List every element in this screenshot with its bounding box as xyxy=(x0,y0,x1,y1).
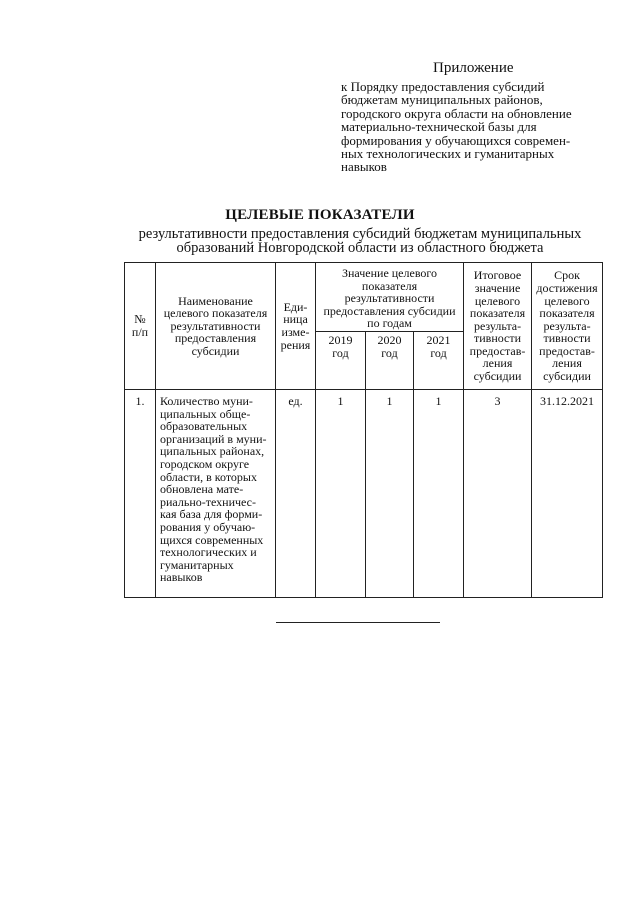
header-line: рения xyxy=(280,337,311,352)
header-line: тивности xyxy=(543,331,591,346)
document-title: ЦЕЛЕВЫЕ ПОКАЗАТЕЛИ xyxy=(225,207,415,223)
header-line: предоставления xyxy=(174,331,257,346)
appendix-title: Приложение xyxy=(433,60,514,76)
cell-line: ципальных районах, xyxy=(160,444,265,459)
cell-line: технологических и xyxy=(160,545,257,560)
header-line: показателя xyxy=(539,306,595,321)
header-line: показателя xyxy=(361,278,418,293)
header-line: п/п xyxy=(131,325,149,339)
cell-line: области, в которых xyxy=(160,469,257,484)
header-line: тивности xyxy=(473,331,522,346)
header-line: 2019 xyxy=(328,333,353,347)
appendix-reference-line: бюджетам муниципальных районов, xyxy=(341,92,543,108)
header-year-2019 xyxy=(316,332,366,390)
document-subtitle-line: образований Новгородской области из областного бюджета xyxy=(176,239,544,256)
header-line: по годам xyxy=(367,316,412,331)
document-subtitle xyxy=(100,228,620,255)
cell-value-2019: 1 xyxy=(316,390,366,598)
signature-divider xyxy=(276,622,440,623)
header-line: целевого xyxy=(544,293,590,308)
cell-line: рования у обучаю- xyxy=(160,519,256,534)
header-line: год xyxy=(430,345,447,360)
appendix-reference-line: ных технологических и гуманитарных xyxy=(341,146,555,162)
cell-line: ципальных обще- xyxy=(160,406,251,421)
header-number xyxy=(125,263,156,390)
cell-line: кая база для форми- xyxy=(160,507,263,522)
appendix-reference-line: городского округа области на обновление xyxy=(341,105,572,121)
document-subtitle-line: результативности предоставления субсидий бюджетам муниципальных xyxy=(138,226,582,242)
header-line: Значение целевого xyxy=(341,266,438,280)
cell-line: организаций в муни- xyxy=(160,431,267,446)
header-line: ления xyxy=(552,356,582,371)
cell-indicator-name xyxy=(156,390,276,598)
cell-line: городском округе xyxy=(160,456,250,471)
header-line: целевого показателя xyxy=(163,306,268,321)
header-line: ления xyxy=(482,356,513,371)
header-line: ница xyxy=(283,312,308,327)
cell-line: риально-техничес- xyxy=(160,494,256,509)
header-line: результа- xyxy=(473,318,522,333)
header-indicator-name xyxy=(156,263,276,390)
target-indicators-table xyxy=(124,262,603,598)
table-header-row xyxy=(125,263,603,332)
cell-value-2021: 1 xyxy=(414,390,464,598)
header-total-value xyxy=(464,263,532,390)
header-line: № xyxy=(134,312,146,327)
header-line: Итоговое xyxy=(473,268,522,283)
header-line: целевого xyxy=(474,293,521,308)
appendix-reference-line: формирования у обучающихся современ- xyxy=(341,132,571,148)
header-line: значение xyxy=(474,280,521,295)
cell-line: Количество муни- xyxy=(160,394,253,408)
cell-deadline: 31.12.2021 xyxy=(532,390,603,598)
appendix-reference-line: материально-технической базы для xyxy=(341,119,537,135)
header-line: предостав- xyxy=(539,343,595,358)
header-line: изме- xyxy=(281,325,310,339)
cell-line: навыков xyxy=(160,570,203,585)
cell-line: щихся современных xyxy=(160,532,264,547)
cell-unit: ед. xyxy=(276,390,316,598)
header-line: Еди- xyxy=(283,299,308,314)
cell-number: 1. xyxy=(125,390,156,598)
header-value-group xyxy=(316,263,464,332)
header-year-2021 xyxy=(414,332,464,390)
header-line: предостав- xyxy=(469,343,526,358)
header-line: 2021 xyxy=(426,333,451,347)
cell-total-value: 3 xyxy=(464,390,532,598)
header-line: Срок xyxy=(554,268,580,283)
header-line: 2020 xyxy=(377,333,402,347)
header-line: субсидии xyxy=(473,369,522,384)
header-line: год xyxy=(332,345,349,360)
header-line: достижения xyxy=(536,280,598,295)
cell-line: образовательных xyxy=(160,419,248,434)
cell-line: обновлена мате- xyxy=(160,482,244,497)
cell-value-2020: 1 xyxy=(366,390,414,598)
header-line: результативности xyxy=(170,318,261,333)
header-year-2020 xyxy=(366,332,414,390)
header-line: показателя xyxy=(469,306,526,321)
cell-line: гуманитарных xyxy=(160,557,234,572)
header-line: Наименование xyxy=(178,293,253,308)
header-deadline xyxy=(532,263,603,390)
header-line: год xyxy=(381,345,398,360)
header-line: субсидии xyxy=(543,369,591,384)
appendix-reference-line: навыков xyxy=(341,159,387,175)
header-line: предоставления субсидии xyxy=(323,303,456,318)
appendix-reference xyxy=(341,80,609,174)
appendix-reference-line: к Порядку предоставления субсидий xyxy=(341,79,545,94)
header-unit xyxy=(276,263,316,390)
header-line: субсидии xyxy=(191,343,240,358)
header-line: результативности xyxy=(344,291,435,306)
table-row xyxy=(125,390,603,598)
header-line: результа- xyxy=(543,318,591,333)
